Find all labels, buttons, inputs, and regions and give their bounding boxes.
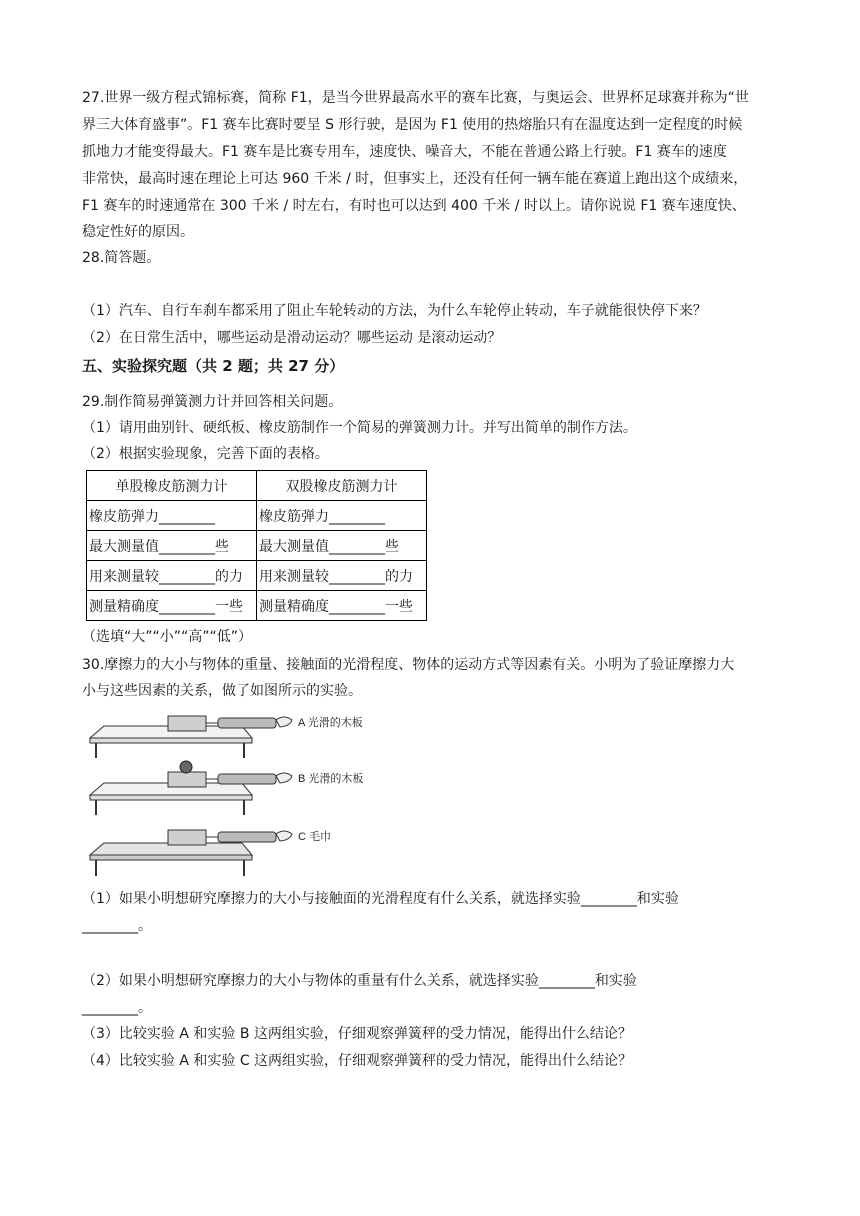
table-cell: 用来测量较________的力: [87, 561, 257, 591]
q30-sub2-line-1: （2）如果小明想研究摩擦力的大小与物体的重量有什么关系，就选择实验________和实验: [82, 973, 637, 989]
setup-a-label: A 光滑的木板: [298, 717, 363, 729]
q29-title: 29.制作简易弹簧测力计并回答相关问题。: [82, 394, 343, 410]
q27-line-4: 非常快，最高时速在理论上可达 960 千米 / 时，但事实上，还没有任何一辆车能在赛道上跑出这个成绩来，: [82, 171, 748, 187]
q29-sub1: （1）请用曲别针、硬纸板、橡皮筋制作一个简易的弹簧测力计。并写出简单的制作方法。: [82, 420, 637, 436]
table-cell: 最大测量值________些: [257, 531, 427, 561]
q27-line-2: 界三大体育盛事”。F1 赛车比赛时要呈 S 形行驶，是因为 F1 使用的热熔胎只有在温度达到一定程度的时候: [82, 117, 743, 133]
table-cell: 橡皮筋弹力________: [257, 501, 427, 531]
table-cell: 测量精确度________一些: [257, 591, 427, 621]
table-header-double: 双股橡皮筋测力计: [257, 471, 427, 501]
q27-line-3: 抓地力才能变得最大。F1 赛车是比赛专用车，速度快、噪音大，不能在普通公路上行驶。F1 赛车的速度: [82, 144, 727, 160]
table-row: [87, 561, 427, 591]
q28-sub2: （2）在日常生活中，哪些运动是滑动运动？哪些运动 是滚动运动？: [82, 330, 502, 346]
q29-note: （选填“大”“小”“高”“低”）: [82, 629, 253, 645]
q27-line-5: F1 赛车的时速通常在 300 千米 / 时左右，有时也可以达到 400 千米 / 时以上。请你说说 F1 赛车速度快、: [82, 198, 746, 214]
friction-experiment-figure: [82, 706, 372, 878]
rubber-band-table: [86, 470, 427, 621]
q27-line-6: 稳定性好的原因。: [82, 224, 194, 240]
table-row: [87, 501, 427, 531]
table-cell: 橡皮筋弹力________: [87, 501, 257, 531]
q30-sub1-line-1: （1）如果小明想研究摩擦力的大小与接触面的光滑程度有什么关系，就选择实验________和实验: [82, 891, 679, 907]
q28-title: 28.简答题。: [82, 250, 161, 266]
setup-b-label: B 光滑的木板: [298, 773, 364, 785]
q30-sub1-line-2: ________。: [82, 918, 152, 934]
q30-sub4: （4）比较实验 A 和实验 C 这两组实验，仔细观察弹簧秤的受力情况，能得出什么结论？: [82, 1053, 633, 1069]
setup-c-illustration: [90, 830, 292, 876]
q30-sub3: （3）比较实验 A 和实验 B 这两组实验，仔细观察弹簧秤的受力情况，能得出什么结论？: [82, 1026, 632, 1042]
q30-line-1: 30.摩擦力的大小与物体的重量、接触面的光滑程度、物体的运动方式等因素有关。小明为了验证摩擦力大: [82, 657, 735, 673]
q27-line-1: 27.世界一级方程式锦标赛，简称 F1，是当今世界最高水平的赛车比赛，与奥运会、世界杯足球赛并称为“世: [82, 90, 749, 106]
q29-sub2: （2）根据实验现象，完善下面的表格。: [82, 446, 329, 462]
setup-b-illustration: [90, 761, 292, 815]
table-cell: 最大测量值________些: [87, 531, 257, 561]
section-heading: 五、实验探究题（共 2 题；共 27 分）: [82, 357, 345, 375]
setup-c-label: C 毛巾: [298, 831, 331, 843]
table-header-single: 单股橡皮筋测力计: [87, 471, 257, 501]
table-cell: 用来测量较________的力: [257, 561, 427, 591]
q30-sub2-line-2: ________。: [82, 1000, 152, 1016]
table-row: [87, 531, 427, 561]
q28-sub1: （1）汽车、自行车刹车都采用了阻止车轮转动的方法，为什么车轮停止转动，车子就能很快停下来？: [82, 303, 707, 319]
q30-line-2: 小与这些因素的关系，做了如图所示的实验。: [82, 683, 362, 699]
setup-a-illustration: [90, 716, 292, 758]
table-header-row: [87, 471, 427, 501]
table-cell: 测量精确度________一些: [87, 591, 257, 621]
table-row: [87, 591, 427, 621]
